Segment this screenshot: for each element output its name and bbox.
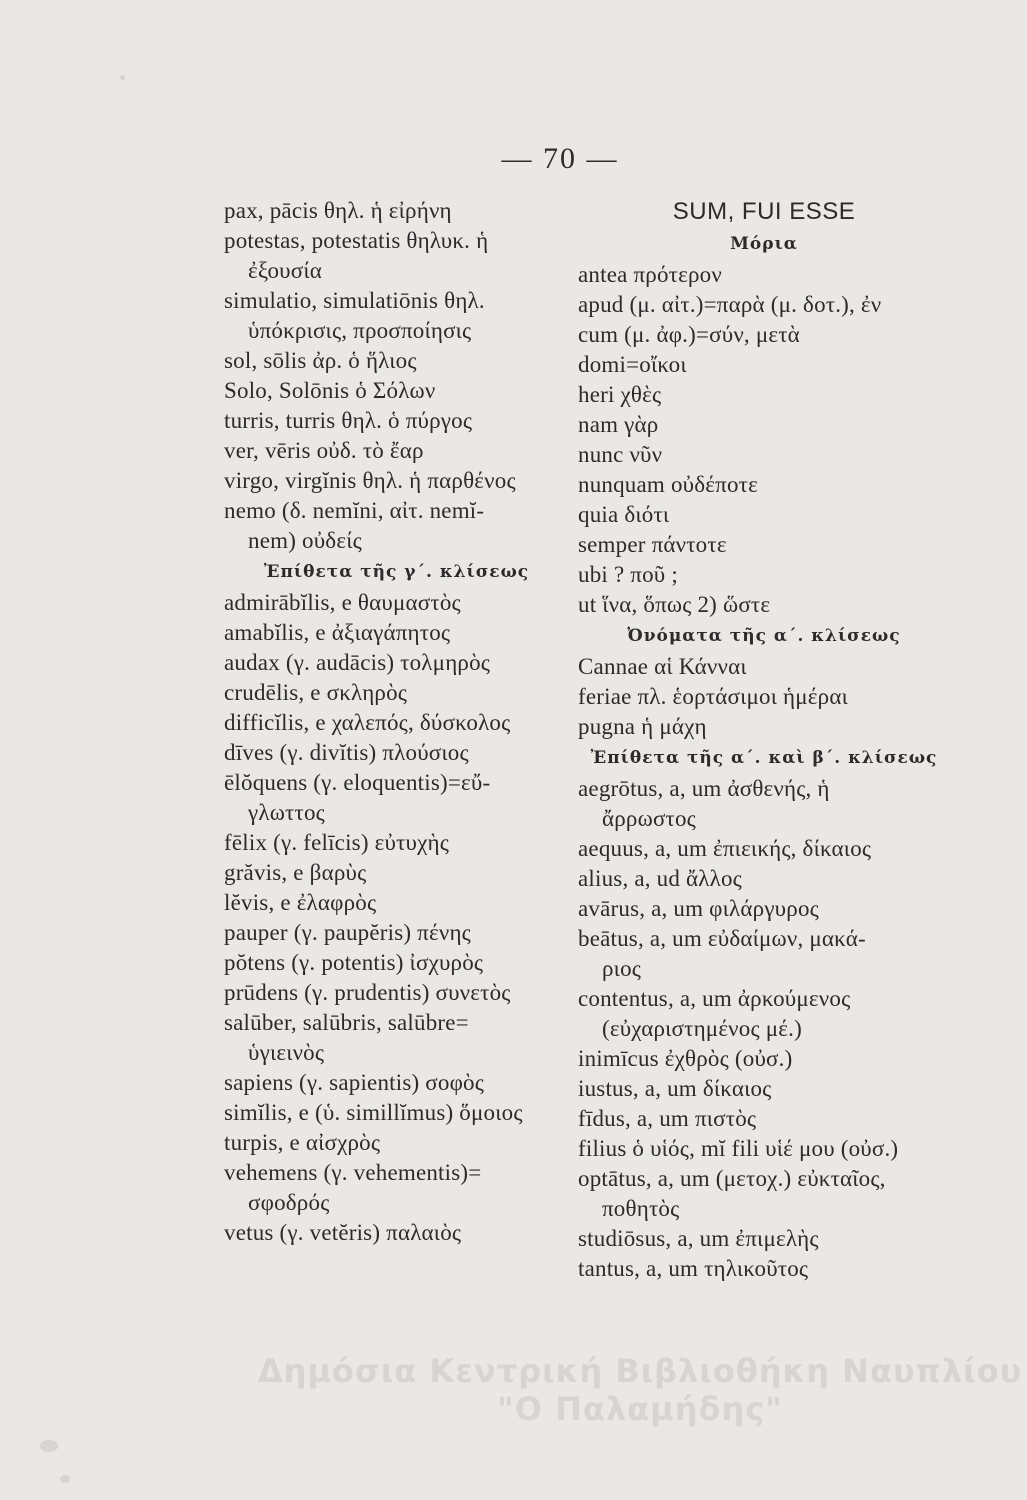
right-dictionary-entry: iustus, a, um δίκαιος — [578, 1076, 772, 1101]
right-dictionary-entry: ut ἵνα, ὅπως 2) ὥστε — [578, 592, 771, 617]
left-dictionary-entry: Solo, Solōnis ὁ Σόλων — [224, 378, 436, 403]
left-dictionary-entry: vetus (γ. vetĕris) παλαιὸς — [224, 1220, 462, 1245]
right-dictionary-entry: antea πρότερον — [578, 262, 722, 287]
left-dictionary-entry: lĕvis, e ἐλαφρὸς — [224, 890, 377, 915]
left-entry-continuation: ὑπόκρισις, προσποίησις — [248, 318, 472, 343]
left-entry-continuation: ὑγιεινὸς — [248, 1040, 325, 1065]
right-section-heading: Μόρια — [730, 234, 798, 254]
left-dictionary-entry: sol, sōlis ἀρ. ὁ ἥλιος — [224, 348, 417, 373]
left-dictionary-entry: simulatio, simulatiōnis θηλ. — [224, 288, 485, 313]
right-entry-continuation: ριος — [602, 956, 642, 981]
right-entry-continuation: ποθητὸς — [602, 1196, 680, 1221]
left-dictionary-entry: difficĭlis, e χαλεπός, δύσκολος — [224, 710, 511, 735]
left-dictionary-entry: nemo (δ. nemĭni, αἰτ. nemĭ- — [224, 498, 485, 523]
left-dictionary-entry: salūber, salūbris, salūbre= — [224, 1010, 469, 1035]
left-entry-continuation: ἐξουσία — [248, 258, 322, 283]
library-watermark — [200, 1352, 1027, 1428]
paper-stain — [60, 1475, 70, 1483]
right-entry-continuation: (εὐχαριστημένος μέ.) — [602, 1016, 802, 1041]
left-dictionary-entry: dīves (γ. divĭtis) πλούσιος — [224, 740, 469, 765]
left-dictionary-entry: pŏtens (γ. potentis) ἰσχυρὸς — [224, 950, 484, 975]
right-dictionary-entry: apud (μ. αἰτ.)=παρὰ (μ. δοτ.), ἐν — [578, 292, 882, 317]
right-dictionary-entry: aequus, a, um ἐπιεικής, δίκαιος — [578, 836, 872, 861]
right-dictionary-entry: inimīcus ἐχθρὸς (οὐσ.) — [578, 1046, 793, 1071]
right-dictionary-entry: domi=οἴκοι — [578, 352, 687, 377]
right-dictionary-entry: Cannae αἱ Κάνναι — [578, 654, 747, 679]
right-dictionary-entry: heri χθὲς — [578, 382, 662, 407]
left-dictionary-entry: ēlŏquens (γ. eloquentis)=εὔ- — [224, 770, 491, 795]
right-dictionary-entry: quia διότι — [578, 502, 670, 527]
right-dictionary-entry: filius ὁ υἱός, mĭ fili υἱέ μου (οὐσ.) — [578, 1136, 899, 1161]
left-dictionary-entry: admirābĭlis, e θαυμαστὸς — [224, 590, 461, 615]
right-dictionary-entry: cum (μ. ἀφ.)=σύν, μετὰ — [578, 322, 800, 347]
watermark-line-1: Δημόσια Κεντρική Βιβλιοθήκη Ναυπλίου — [257, 1352, 1023, 1390]
right-dictionary-entry: beātus, a, um εὐδαίμων, μακά- — [578, 926, 866, 951]
right-entry-continuation: ἄρρωστος — [602, 806, 696, 831]
right-dictionary-entry: contentus, a, um ἀρκούμενος — [578, 986, 851, 1011]
left-dictionary-entry: simĭlis, e (ὑ. simillĭmus) ὅμοιος — [224, 1100, 523, 1125]
left-section-heading: Ἐπίθετα τῆς γ΄. κλίσεως — [263, 562, 530, 582]
left-dictionary-entry: ver, vēris οὐδ. τὸ ἔαρ — [224, 438, 424, 463]
left-dictionary-entry: virgo, virgĭnis θηλ. ἡ παρθένος — [224, 468, 516, 493]
right-dictionary-entry: pugna ἡ μάχη — [578, 714, 707, 739]
left-entry-continuation: σφοδρός — [248, 1190, 330, 1215]
right-dictionary-entry: nam γὰρ — [578, 412, 659, 437]
right-dictionary-entry: avārus, a, um φιλάργυρος — [578, 896, 819, 921]
left-dictionary-entry: pax, pācis θηλ. ἡ εἰρήνη — [224, 198, 452, 223]
right-dictionary-entry: aegrōtus, a, um ἀσθενής, ἡ — [578, 776, 830, 801]
right-dictionary-entry: tantus, a, um τηλικοῦτος — [578, 1256, 809, 1281]
right-section-heading: Ὀνόματα τῆς α΄. κλίσεως — [627, 626, 901, 646]
left-dictionary-entry: prūdens (γ. prudentis) συνετὸς — [224, 980, 511, 1005]
right-section-title: SUM, FUI ESSE — [672, 198, 856, 225]
left-entry-continuation: γλωττος — [248, 800, 325, 825]
left-dictionary-entry: turpis, e αἰσχρὸς — [224, 1130, 381, 1155]
right-section-heading: Ἐπίθετα τῆς α΄. καὶ β΄. κλίσεως — [590, 748, 938, 768]
watermark-line-2: "Ο Παλαμήδης" — [497, 1390, 783, 1428]
left-dictionary-entry: potestas, potestatis θηλυκ. ἡ — [224, 228, 489, 253]
right-dictionary-entry: nunquam οὐδέποτε — [578, 472, 758, 497]
right-dictionary-entry: studiōsus, a, um ἐπιμελὴς — [578, 1226, 819, 1251]
right-dictionary-entry: semper πάντοτε — [578, 532, 727, 557]
right-dictionary-entry: nunc νῦν — [578, 442, 663, 467]
left-dictionary-entry: pauper (γ. paupĕris) πένης — [224, 920, 471, 945]
left-dictionary-entry: crudēlis, e σκληρὸς — [224, 680, 408, 705]
left-column — [224, 196, 569, 1248]
left-dictionary-entry: vehemens (γ. vehementis)= — [224, 1160, 482, 1185]
right-dictionary-entry: ubi ? ποῦ ; — [578, 562, 678, 587]
left-dictionary-entry: amabĭlis, e ἀξιαγάπητος — [224, 620, 451, 645]
right-dictionary-entry: feriae πλ. ἑορτάσιμοι ἡμέραι — [578, 684, 848, 709]
right-dictionary-entry: alius, a, ud ἄλλος — [578, 866, 742, 891]
right-dictionary-entry: optātus, a, um (μετοχ.) εὐκταῖος, — [578, 1166, 886, 1191]
left-entry-continuation: nem) οὐδείς — [248, 528, 362, 553]
paper-stain — [120, 75, 125, 80]
left-dictionary-entry: audax (γ. audācis) τολμηρὸς — [224, 650, 491, 675]
right-column — [578, 196, 950, 1284]
left-dictionary-entry: turris, turris θηλ. ὁ πύργος — [224, 408, 473, 433]
paper-stain — [40, 1440, 58, 1452]
right-dictionary-entry: fīdus, a, um πιστὸς — [578, 1106, 757, 1131]
left-dictionary-entry: fēlix (γ. felīcis) εὐτυχὴς — [224, 830, 450, 855]
page-number: — 70 — — [501, 142, 619, 175]
left-dictionary-entry: sapiens (γ. sapientis) σοφὸς — [224, 1070, 485, 1095]
left-dictionary-entry: grăvis, e βαρὺς — [224, 860, 367, 885]
